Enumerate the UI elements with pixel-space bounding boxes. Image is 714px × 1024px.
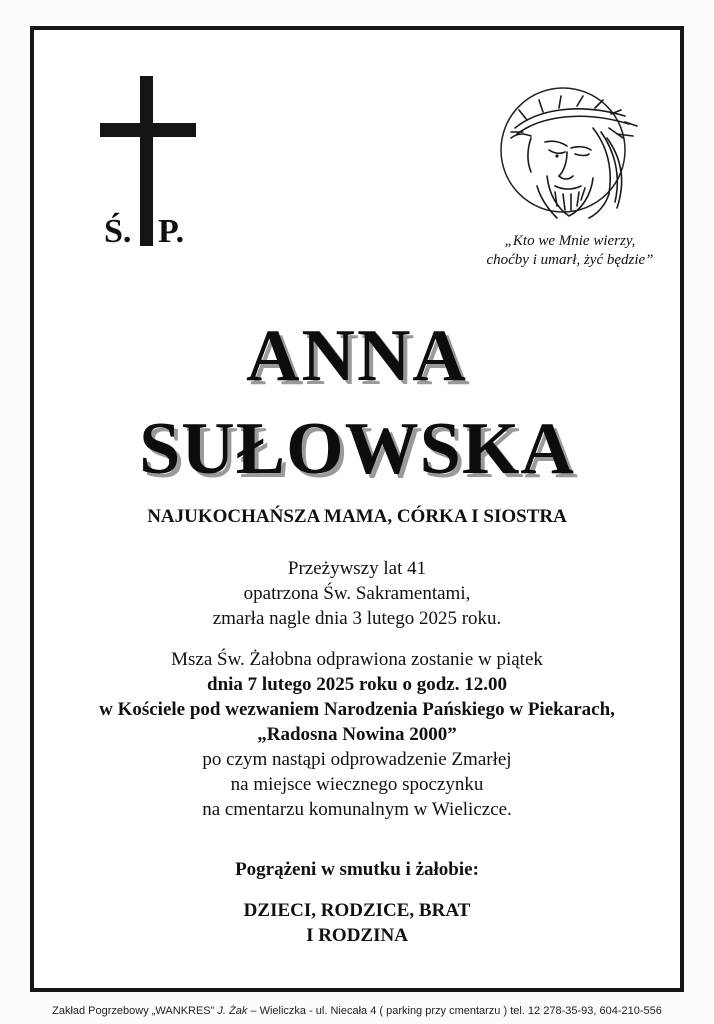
footer-address: – Wieliczka - ul. Niecała 4 ( parking przy cmentarzu ) tel. 12 278-35-93, 604-210-556 [250, 1005, 662, 1017]
funeral-mass-info [34, 647, 680, 822]
deceased-first-name: ANNA [246, 315, 468, 397]
sp-right: P. [158, 213, 185, 250]
mourners-list [34, 898, 680, 948]
mass-line-6: na miejsce wiecznego spoczynku [230, 774, 484, 795]
details-line-1: Przeżywszy lat 41 [287, 558, 427, 579]
footer-owner: J. Żak [217, 1005, 248, 1017]
mass-line-2: dnia 7 lutego 2025 roku o godz. 12.00 [207, 674, 507, 695]
mass-line-7: na cmentarzu komunalnym w Wieliczce. [202, 799, 512, 820]
deceased-subtitle: NAJUKOCHAŃSZA MAMA, CÓRKA I SIOSTRA [147, 506, 567, 527]
mass-line-1: Msza Św. Żałobna odprawiona zostanie w piątek [171, 649, 543, 670]
jesus-crown-of-thorns-icon [497, 76, 645, 224]
mourners-line-1: DZIECI, RODZICE, BRAT [243, 900, 471, 921]
sp-label [100, 212, 196, 252]
death-details [34, 556, 680, 631]
sp-left: Ś. [104, 213, 132, 250]
mass-line-5: po czym nastąpi odprowadzenie Zmarłej [202, 749, 512, 770]
mourners-intro: Pogrążeni w smutku i żałobie: [235, 859, 479, 880]
mourners-line-2: I RODZINA [306, 925, 408, 946]
scripture-quote [470, 232, 670, 270]
quote-line-2: choćby i umarł, żyć będzie” [486, 252, 654, 268]
mass-line-3: w Kościele pod wezwaniem Narodzenia Pańskiego w Piekarach, [99, 699, 615, 720]
details-line-2: opatrzona Św. Sakramentami, [243, 583, 471, 604]
funeral-home-footer [0, 1004, 714, 1018]
deceased-last-name: SUŁOWSKA [139, 408, 575, 490]
footer-company: Zakład Pogrzebowy „WANKRES” [52, 1005, 215, 1017]
details-line-3: zmarła nagle dnia 3 lutego 2025 roku. [212, 608, 502, 629]
mass-line-4: „Radosna Nowina 2000” [257, 724, 457, 745]
quote-line-1: „Kto we Mnie wierzy, [504, 233, 636, 249]
